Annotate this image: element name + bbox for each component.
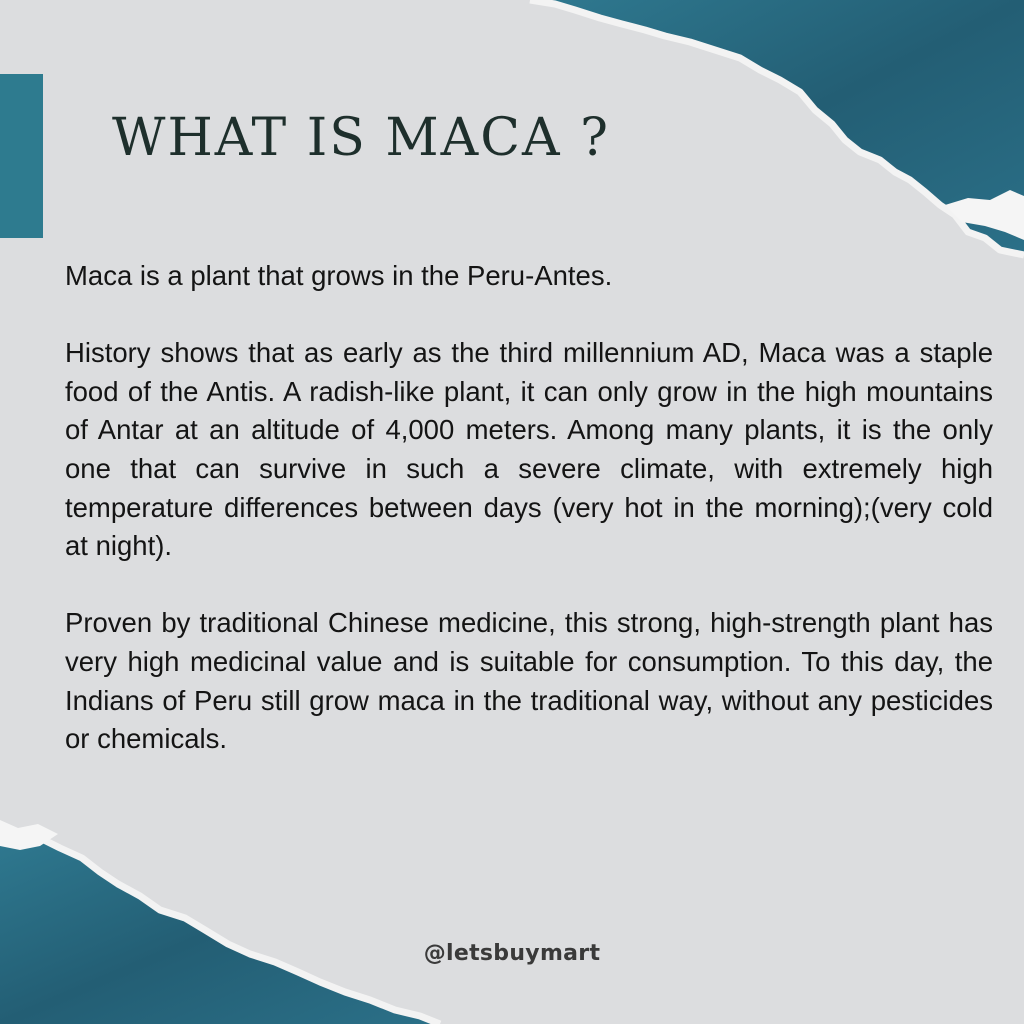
- social-handle: @letsbuymart: [423, 941, 601, 966]
- page-title: WHAT IS MACA ?: [112, 108, 610, 168]
- bottom-left-teal-tear: [0, 835, 440, 1024]
- accent-bar: [0, 74, 43, 238]
- paragraph-history: History shows that as early as the third millennium AD, Maca was a staple food of the Antis. A radish-like plant, it can only grow in the high mountains of Antar at an altitude of 4,000 meters. Among many plants, it is the only one that can survive in such a severe climate, with extremely high temperature differences between days (very hot in the morning);(very cold at night).: [65, 337, 993, 562]
- paragraph-medicine: Proven by traditional Chinese medicine, this strong, high-strength plant has very high medicinal value and is suitable for consumption. To this day, the Indians of Peru still grow maca in the traditional way, without any pesticides or chemicals.: [65, 607, 993, 755]
- paragraph-intro: Maca is a plant that grows in the Peru-Antes.: [65, 260, 613, 291]
- article-body: [65, 257, 993, 797]
